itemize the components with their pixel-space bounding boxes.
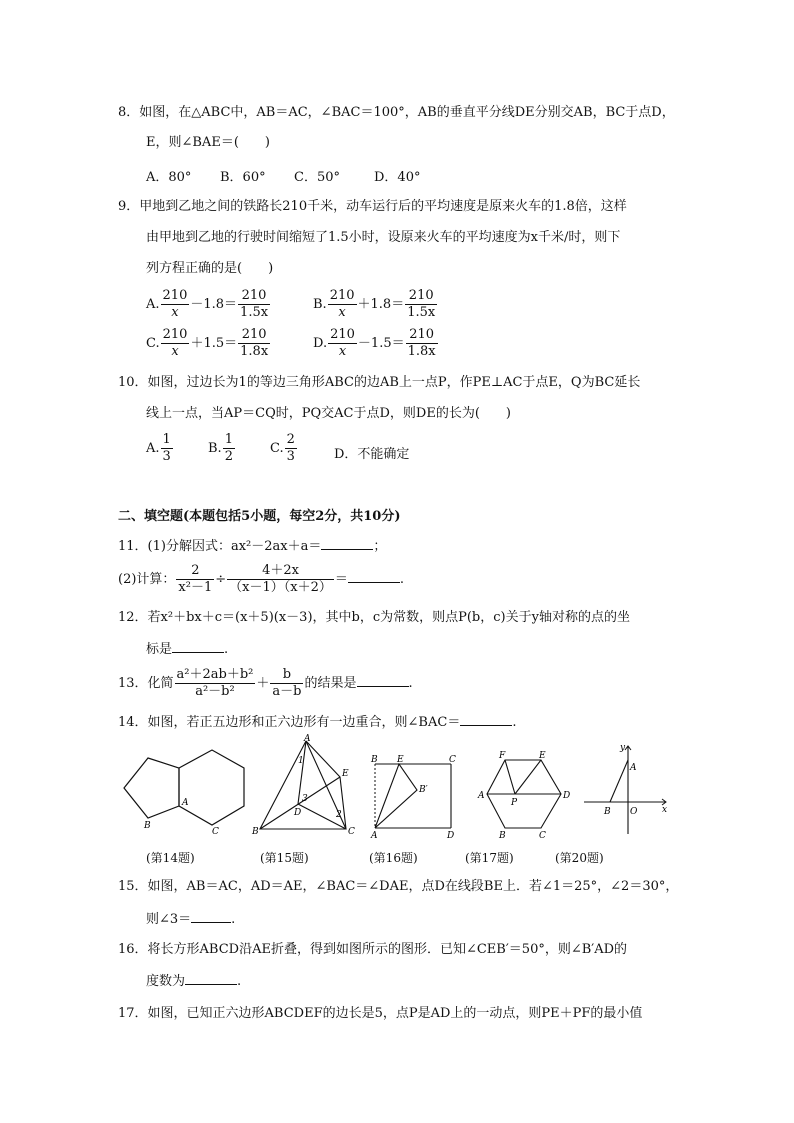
numerator: 2 <box>176 563 214 580</box>
folded-triangle <box>375 764 417 828</box>
answer-blank[interactable] <box>172 640 224 653</box>
label-a: A <box>630 763 637 773</box>
fraction <box>238 288 270 321</box>
q11-line2 <box>118 563 404 596</box>
segment-ep <box>515 760 541 794</box>
label-o: O <box>630 807 638 817</box>
q13-line <box>118 667 413 700</box>
label-p: P <box>511 798 518 808</box>
numerator: 4＋2x <box>227 563 334 580</box>
fraction <box>328 327 357 360</box>
fraction <box>405 288 437 321</box>
operator: ＋1.5＝ <box>190 336 238 351</box>
option-label: D. <box>313 336 328 351</box>
fraction <box>161 327 190 360</box>
denominator: x²－1 <box>178 580 213 595</box>
angle-label-1: 1 <box>298 756 304 766</box>
q8-option-c: C．50° <box>294 170 340 185</box>
q8-option-d: D．40° <box>374 170 421 185</box>
answer-blank[interactable] <box>357 674 409 687</box>
q8-option-a: A．80° <box>146 170 192 185</box>
denominator: x <box>338 305 346 320</box>
fraction <box>328 288 357 321</box>
denominator: x <box>171 344 179 359</box>
end-mark: . <box>224 642 229 657</box>
caption-fig14: (第14题) <box>146 851 195 865</box>
operator: －1.8＝ <box>190 297 238 312</box>
q8-line2: E，则∠BAE＝( ) <box>146 135 270 150</box>
option-label: B. <box>208 441 222 456</box>
denominator: 2 <box>224 449 233 464</box>
figure-20-coordinate-axes <box>580 738 672 840</box>
end-mark: . <box>231 912 236 927</box>
numerator: 1 <box>162 432 171 447</box>
denominator: 3 <box>286 449 295 464</box>
fraction <box>406 327 438 360</box>
numerator: b <box>270 667 303 684</box>
segment-fp <box>505 760 515 794</box>
q17-line1: 17．如图，已知正六边形ABCDEF的边长是5，点P是AD上的一动点，则PE＋PF的最小值 <box>118 1006 643 1021</box>
fraction <box>227 563 334 596</box>
label-c: C <box>212 827 219 837</box>
label-y: y <box>620 743 626 753</box>
q10-line1: 10．如图，过边长为1的等边三角形ABC的边AB上一点P，作PE⊥AC于点E，Q为BC延长 <box>118 375 641 390</box>
numerator: 210 <box>406 327 438 344</box>
numerator: 210 <box>405 288 437 305</box>
q9-line2: 由甲地到乙地的行驶时间缩短了1.5小时，设原来火车的平均速度为x千米/时，则下 <box>146 230 621 245</box>
denominator: 1.8x <box>407 344 436 359</box>
q12-line2 <box>146 640 228 659</box>
end-mark: . <box>408 676 413 691</box>
q9-option-a <box>146 288 271 321</box>
q8-line1: 8．如图，在△ABC中，AB＝AC，∠BAC＝100°，AB的垂直平分线DE分别交AB，BC于点D， <box>118 105 675 120</box>
answer-blank[interactable] <box>348 570 400 583</box>
q15-line1: 15．如图，AB＝AC，AD＝AE，∠BAC＝∠DAE，点D在线段BE上．若∠1＝25°，∠2＝30°， <box>118 879 679 894</box>
numerator: 210 <box>329 288 355 303</box>
q16-line2 <box>146 972 241 991</box>
triangle-abc <box>260 741 346 829</box>
q10-option-a <box>146 432 174 465</box>
denominator: 1.5x <box>407 305 436 320</box>
fraction <box>175 667 256 700</box>
q9-option-c <box>146 327 271 360</box>
label-x: x <box>662 805 668 815</box>
denominator: a－b <box>272 684 302 699</box>
label-c: C <box>539 831 546 840</box>
operator: ＋ <box>256 676 270 691</box>
denominator: （x－1）（x＋2） <box>229 580 332 595</box>
q10-option-c <box>270 432 298 465</box>
label-a: A <box>182 798 189 808</box>
answer-blank[interactable] <box>191 910 231 923</box>
fraction <box>238 327 270 360</box>
q9-option-b <box>313 288 438 321</box>
answer-blank[interactable] <box>460 713 512 726</box>
answer-blank[interactable] <box>321 537 373 550</box>
fraction <box>161 288 190 321</box>
figure-15-triangles <box>250 733 360 837</box>
option-label: A. <box>146 441 160 456</box>
answer-blank[interactable] <box>185 972 237 985</box>
end-mark: . <box>512 715 517 730</box>
label-f: F <box>499 751 506 761</box>
option-label: B. <box>313 297 327 312</box>
q13-text-end: 的结果是 <box>304 676 357 691</box>
label-c: C <box>348 827 355 837</box>
operator: ÷ <box>215 572 227 587</box>
label-a: A <box>478 791 485 801</box>
label-e: E <box>397 755 404 765</box>
fraction <box>223 432 235 465</box>
operator: ＋1.8＝ <box>357 297 405 312</box>
q11-part1-end: ； <box>373 539 387 554</box>
q12-line1: 12．若x²＋bx＋c＝(x＋5)(x－3)，其中b，c为常数，则点P(b，c)关于y轴对称的点的坐 <box>118 610 630 625</box>
fraction <box>161 432 173 465</box>
denominator: x <box>338 344 347 359</box>
label-b-prime: B′ <box>419 785 428 795</box>
option-label: C. <box>270 441 284 456</box>
q9-line1: 9．甲地到乙地之间的铁路长210千米，动车运行后的平均速度是原来火车的1.8倍，这样 <box>118 199 627 214</box>
q10-option-d: D．不能确定 <box>334 447 410 462</box>
q10-line2: 线上一点，当AP＝CQ时，PQ交AC于点D，则DE的长为( ) <box>146 406 511 421</box>
figure-14-pentagon-hexagon <box>118 748 248 840</box>
q9-option-d <box>313 327 439 360</box>
figure-16-folded-rectangle <box>365 754 465 840</box>
numerator: 210 <box>238 327 270 344</box>
numerator: 210 <box>330 327 355 342</box>
q9-line3: 列方程正确的是( ) <box>146 261 274 276</box>
hexagon-shape <box>179 750 244 825</box>
numerator: 210 <box>238 288 270 305</box>
label-b: B <box>371 755 378 765</box>
label-d: D <box>294 808 302 818</box>
denominator: x <box>171 305 179 320</box>
q8-option-b: B．60° <box>220 170 266 185</box>
label-a: A <box>304 734 311 744</box>
q15-line2 <box>146 910 235 929</box>
numerator: 210 <box>162 327 188 342</box>
numerator: 2 <box>286 432 295 447</box>
q11-part2-text: (2)计算： <box>118 572 176 587</box>
caption-fig15: (第15题) <box>260 851 309 865</box>
numerator: 210 <box>162 288 188 303</box>
caption-fig17: (第17题) <box>465 851 514 865</box>
denominator: 3 <box>162 449 171 464</box>
pentagon-shape <box>124 758 179 818</box>
end-mark: . <box>237 974 242 989</box>
q16-line1: 16．将长方形ABCD沿AE折叠，得到如图所示的图形．已知∠CEB′＝50°，则∠B′AD的 <box>118 942 628 957</box>
angle-label-3: 3 <box>302 794 308 804</box>
label-c: C <box>449 755 456 765</box>
option-label: A. <box>146 297 160 312</box>
denominator: a²－b² <box>195 684 235 699</box>
figure-17-hexagon <box>475 748 575 840</box>
label-b: B <box>604 807 611 817</box>
label-e: E <box>539 751 546 761</box>
label-d: D <box>563 791 571 801</box>
numerator: a²＋2ab＋b² <box>176 667 254 682</box>
q13-text: 13．化简 <box>118 676 174 691</box>
angle-label-2: 2 <box>336 810 342 820</box>
option-label: C. <box>146 336 160 351</box>
end-mark: . <box>399 572 405 587</box>
q12-text: 标是 <box>146 642 173 657</box>
caption-fig16: (第16题) <box>369 851 418 865</box>
caption-fig20: (第20题) <box>555 851 604 865</box>
q10-option-b <box>208 432 236 465</box>
q11-part1-text: 11．(1)分解因式：ax²－2ax＋a＝ <box>118 539 322 554</box>
q14-text: 14．如图，若正五边形和正六边形有一边重合，则∠BAC＝ <box>118 715 461 730</box>
label-b: B <box>144 821 151 831</box>
label-e: E <box>342 769 349 779</box>
section-title: 二、填空题(本题包括5小题，每空2分，共10分) <box>118 509 401 524</box>
q11-line1 <box>118 537 386 556</box>
q16-text: 度数为 <box>146 974 186 989</box>
numerator: 1 <box>224 432 233 447</box>
segment-ab <box>610 760 628 802</box>
fraction <box>270 667 303 700</box>
label-d: D <box>447 831 455 840</box>
label-b: B <box>252 827 259 837</box>
label-a: A <box>371 831 378 840</box>
q15-text: 则∠3＝ <box>146 912 192 927</box>
denominator: 1.5x <box>240 305 269 320</box>
fraction <box>176 563 214 596</box>
operator: －1.5＝ <box>357 336 405 351</box>
fraction <box>285 432 297 465</box>
denominator: 1.8x <box>240 344 269 359</box>
equals: ＝ <box>334 572 348 587</box>
label-b: B <box>499 831 506 840</box>
q14-line <box>118 713 516 732</box>
